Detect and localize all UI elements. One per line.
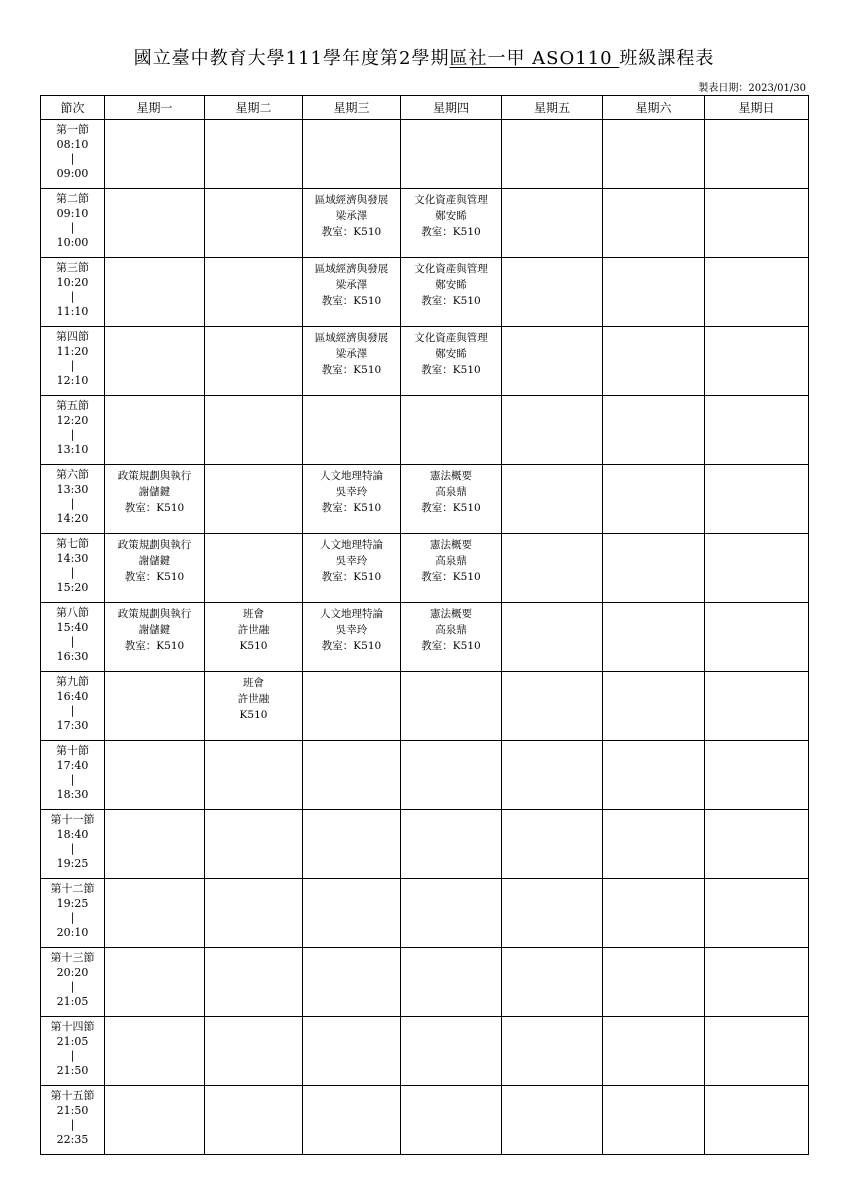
classroom: 教室：K510 <box>321 571 382 583</box>
period-name: 第一節 <box>56 123 89 136</box>
period-end: 20:10 <box>56 925 89 939</box>
course-cell-saturday <box>603 258 705 327</box>
course-cell-wednesday <box>303 879 401 948</box>
course-cell-friday <box>502 189 603 258</box>
course-cell-friday <box>502 396 603 465</box>
course-cell-wednesday <box>303 1086 401 1155</box>
course-cell-tuesday <box>205 1017 303 1086</box>
table-row <box>41 189 809 258</box>
course-cell-sunday <box>705 465 809 534</box>
course-cell-tuesday <box>205 327 303 396</box>
course-cell-wednesday <box>303 258 401 327</box>
course-cell-thursday <box>401 672 502 741</box>
period-name: 第十一節 <box>50 813 95 826</box>
course-name: 人文地理特論 <box>320 470 383 482</box>
course-cell-sunday <box>705 879 809 948</box>
period-sep: | <box>70 221 75 235</box>
period-cell <box>41 672 105 741</box>
col-header-thursday: 星期四 <box>401 96 502 120</box>
period-cell <box>41 1086 105 1155</box>
course-cell-saturday <box>603 120 705 189</box>
course-cell-saturday <box>603 1086 705 1155</box>
teacher-name: 吳幸玲 <box>335 624 368 636</box>
course-cell-thursday <box>401 879 502 948</box>
period-cell <box>41 189 105 258</box>
period-end: 19:25 <box>56 856 89 870</box>
table-row <box>41 534 809 603</box>
period-start: 16:40 <box>56 689 89 703</box>
teacher-name: 梁承澤 <box>335 279 368 291</box>
classroom: 教室：K510 <box>321 502 382 514</box>
course-cell-sunday <box>705 189 809 258</box>
period-name: 第二節 <box>56 192 89 205</box>
course-cell-saturday <box>603 879 705 948</box>
course-cell-friday <box>502 741 603 810</box>
course-cell-monday <box>105 258 205 327</box>
teacher-name: 高泉鼎 <box>435 624 467 636</box>
table-row <box>41 948 809 1017</box>
classroom: 教室：K510 <box>124 502 185 514</box>
course-cell-friday <box>502 603 603 672</box>
course-cell-saturday <box>603 948 705 1017</box>
period-end: 21:05 <box>56 994 89 1008</box>
course-cell-sunday <box>705 741 809 810</box>
classroom: 教室：K510 <box>321 295 382 307</box>
period-end: 18:30 <box>56 787 89 801</box>
classroom: 教室：K510 <box>421 295 481 307</box>
course-cell-saturday <box>603 396 705 465</box>
course-cell-tuesday <box>205 672 303 741</box>
table-row <box>41 672 809 741</box>
class-name: 區社一甲 ASO110 <box>449 48 620 69</box>
course-name: 政策規劃與執行 <box>117 608 192 620</box>
classroom: 教室：K510 <box>421 502 481 514</box>
course-cell-friday <box>502 1086 603 1155</box>
course-cell-thursday <box>401 948 502 1017</box>
course-cell-saturday <box>603 741 705 810</box>
course-name: 政策規劃與執行 <box>117 539 192 551</box>
course-cell-wednesday <box>303 120 401 189</box>
period-start: 18:40 <box>56 827 89 841</box>
period-name: 第五節 <box>56 399 89 412</box>
course-cell-monday <box>105 1086 205 1155</box>
table-row <box>41 258 809 327</box>
course-cell-friday <box>502 465 603 534</box>
period-sep: | <box>70 359 75 373</box>
course-cell-tuesday <box>205 603 303 672</box>
course-cell-thursday <box>401 258 502 327</box>
course-cell-friday <box>502 672 603 741</box>
period-sep: | <box>70 704 75 718</box>
course-cell-friday <box>502 810 603 879</box>
table-row <box>41 810 809 879</box>
period-start: 21:50 <box>56 1103 89 1117</box>
period-cell <box>41 810 105 879</box>
course-cell-tuesday <box>205 741 303 810</box>
period-cell <box>41 120 105 189</box>
col-header-friday: 星期五 <box>502 96 603 120</box>
period-sep: | <box>70 773 75 787</box>
print-date: 製表日期：2023/01/30 <box>698 83 806 94</box>
course-cell-tuesday <box>205 465 303 534</box>
course-cell-monday <box>105 948 205 1017</box>
course-cell-friday <box>502 1017 603 1086</box>
table-row <box>41 1017 809 1086</box>
teacher-name: 鄭安睎 <box>435 279 467 291</box>
course-cell-tuesday <box>205 396 303 465</box>
course-cell-wednesday <box>303 534 401 603</box>
course-cell-thursday <box>401 1086 502 1155</box>
table-row <box>41 396 809 465</box>
course-cell-thursday <box>401 465 502 534</box>
course-cell-saturday <box>603 189 705 258</box>
period-end: 13:10 <box>56 442 89 456</box>
period-sep: | <box>70 842 75 856</box>
course-name: 憲法概要 <box>430 470 472 482</box>
course-cell-thursday <box>401 741 502 810</box>
course-cell-monday <box>105 120 205 189</box>
course-cell-thursday <box>401 327 502 396</box>
classroom: 教室：K510 <box>421 571 481 583</box>
teacher-name: 梁承澤 <box>335 348 368 360</box>
course-cell-sunday <box>705 1086 809 1155</box>
period-sep: | <box>70 566 75 580</box>
course-name: 班會 <box>243 677 264 689</box>
course-cell-thursday <box>401 603 502 672</box>
page-title <box>0 44 848 70</box>
course-cell-wednesday <box>303 327 401 396</box>
course-cell-thursday <box>401 189 502 258</box>
course-cell-wednesday <box>303 603 401 672</box>
course-cell-monday <box>105 810 205 879</box>
period-start: 10:20 <box>56 275 89 289</box>
col-header-tuesday: 星期二 <box>205 96 303 120</box>
period-end: 22:35 <box>56 1132 89 1146</box>
course-cell-saturday <box>603 465 705 534</box>
period-start: 14:30 <box>56 551 89 565</box>
period-end: 16:30 <box>56 649 89 663</box>
title-suffix: 班級課程表 <box>619 48 715 69</box>
course-cell-wednesday <box>303 396 401 465</box>
course-cell-monday <box>105 465 205 534</box>
course-name: 區域經濟與發展 <box>314 194 389 206</box>
course-cell-saturday <box>603 810 705 879</box>
course-cell-sunday <box>705 672 809 741</box>
course-cell-saturday <box>603 672 705 741</box>
course-cell-thursday <box>401 534 502 603</box>
period-cell <box>41 603 105 672</box>
period-sep: | <box>70 497 75 511</box>
teacher-name: 鄭安睎 <box>435 210 467 222</box>
course-cell-saturday <box>603 603 705 672</box>
course-cell-monday <box>105 672 205 741</box>
classroom: 教室：K510 <box>124 571 185 583</box>
classroom: K510 <box>239 709 268 721</box>
period-sep: | <box>70 980 75 994</box>
classroom: 教室：K510 <box>124 640 185 652</box>
course-cell-sunday <box>705 603 809 672</box>
title-prefix: 國立臺中教育大學111學年度第2學期 <box>133 48 450 69</box>
course-cell-wednesday <box>303 810 401 879</box>
col-header-saturday: 星期六 <box>603 96 705 120</box>
course-name: 文化資產與管理 <box>414 263 488 275</box>
period-sep: | <box>70 152 75 166</box>
header-row <box>41 96 809 120</box>
period-cell <box>41 1017 105 1086</box>
teacher-name: 謝儲鍵 <box>138 555 171 567</box>
period-cell <box>41 741 105 810</box>
table-row <box>41 120 809 189</box>
classroom: 教室：K510 <box>421 364 481 376</box>
course-cell-monday <box>105 534 205 603</box>
course-cell-friday <box>502 258 603 327</box>
table-row <box>41 603 809 672</box>
course-cell-wednesday <box>303 189 401 258</box>
course-cell-monday <box>105 741 205 810</box>
table-row <box>41 327 809 396</box>
course-name: 文化資產與管理 <box>414 332 488 344</box>
period-end: 10:00 <box>56 235 89 249</box>
course-name: 區域經濟與發展 <box>314 332 389 344</box>
course-cell-monday <box>105 603 205 672</box>
course-cell-friday <box>502 534 603 603</box>
course-name: 文化資產與管理 <box>414 194 488 206</box>
period-sep: | <box>70 635 75 649</box>
course-cell-monday <box>105 879 205 948</box>
course-cell-thursday <box>401 1017 502 1086</box>
period-start: 17:40 <box>56 758 89 772</box>
col-header-sunday: 星期日 <box>705 96 809 120</box>
course-name: 人文地理特論 <box>320 539 383 551</box>
teacher-name: 許世融 <box>237 693 270 705</box>
course-cell-friday <box>502 879 603 948</box>
period-cell <box>41 258 105 327</box>
table-row <box>41 879 809 948</box>
period-name: 第九節 <box>56 675 89 688</box>
course-cell-sunday <box>705 1017 809 1086</box>
table-row <box>41 1086 809 1155</box>
period-sep: | <box>70 428 75 442</box>
course-name: 班會 <box>243 608 264 620</box>
period-cell <box>41 948 105 1017</box>
table-row <box>41 465 809 534</box>
table-row <box>41 741 809 810</box>
teacher-name: 謝儲鍵 <box>138 624 171 636</box>
classroom: K510 <box>239 640 268 652</box>
period-name: 第七節 <box>56 537 89 550</box>
course-cell-tuesday <box>205 948 303 1017</box>
timetable <box>40 95 809 1155</box>
course-cell-friday <box>502 120 603 189</box>
teacher-name: 吳幸玲 <box>335 486 368 498</box>
teacher-name: 梁承澤 <box>335 210 368 222</box>
period-end: 11:10 <box>56 304 89 318</box>
course-cell-tuesday <box>205 120 303 189</box>
course-cell-sunday <box>705 258 809 327</box>
course-cell-monday <box>105 396 205 465</box>
col-header-monday: 星期一 <box>105 96 205 120</box>
period-end: 14:20 <box>56 511 89 525</box>
course-cell-sunday <box>705 120 809 189</box>
classroom: 教室：K510 <box>421 640 481 652</box>
period-cell <box>41 396 105 465</box>
period-name: 第八節 <box>56 606 89 619</box>
period-name: 第六節 <box>56 468 89 481</box>
course-name: 人文地理特論 <box>320 608 383 620</box>
course-name: 憲法概要 <box>430 539 472 551</box>
teacher-name: 謝儲鍵 <box>138 486 171 498</box>
course-cell-friday <box>502 948 603 1017</box>
period-end: 17:30 <box>56 718 89 732</box>
period-sep: | <box>70 290 75 304</box>
period-start: 20:20 <box>56 965 89 979</box>
period-end: 12:10 <box>56 373 89 387</box>
course-cell-wednesday <box>303 1017 401 1086</box>
course-cell-friday <box>502 327 603 396</box>
course-cell-sunday <box>705 327 809 396</box>
period-start: 09:10 <box>56 206 89 220</box>
period-start: 11:20 <box>56 344 89 358</box>
course-cell-tuesday <box>205 258 303 327</box>
course-cell-thursday <box>401 810 502 879</box>
period-name: 第三節 <box>56 261 89 274</box>
col-header-period: 節次 <box>41 96 105 120</box>
course-cell-monday <box>105 1017 205 1086</box>
course-name: 政策規劃與執行 <box>117 470 192 482</box>
period-end: 09:00 <box>56 166 89 180</box>
course-cell-tuesday <box>205 534 303 603</box>
period-name: 第十二節 <box>50 882 95 895</box>
course-cell-wednesday <box>303 741 401 810</box>
teacher-name: 鄭安睎 <box>435 348 467 360</box>
period-name: 第四節 <box>56 330 89 343</box>
period-cell <box>41 879 105 948</box>
classroom: 教室：K510 <box>321 226 382 238</box>
course-cell-sunday <box>705 534 809 603</box>
course-cell-thursday <box>401 120 502 189</box>
course-cell-sunday <box>705 396 809 465</box>
period-sep: | <box>70 1049 75 1063</box>
course-name: 區域經濟與發展 <box>314 263 389 275</box>
period-start: 19:25 <box>56 896 89 910</box>
course-name: 憲法概要 <box>430 608 472 620</box>
period-sep: | <box>70 1118 75 1132</box>
teacher-name: 高泉鼎 <box>435 486 467 498</box>
period-cell <box>41 534 105 603</box>
course-cell-tuesday <box>205 1086 303 1155</box>
period-name: 第十四節 <box>50 1020 95 1033</box>
course-cell-saturday <box>603 327 705 396</box>
col-header-wednesday: 星期三 <box>303 96 401 120</box>
course-cell-thursday <box>401 396 502 465</box>
classroom: 教室：K510 <box>321 640 382 652</box>
period-end: 21:50 <box>56 1063 89 1077</box>
course-cell-tuesday <box>205 189 303 258</box>
course-cell-wednesday <box>303 672 401 741</box>
period-cell <box>41 327 105 396</box>
course-cell-sunday <box>705 810 809 879</box>
course-cell-wednesday <box>303 465 401 534</box>
period-name: 第十五節 <box>50 1089 95 1102</box>
teacher-name: 許世融 <box>237 624 270 636</box>
teacher-name: 高泉鼎 <box>435 555 467 567</box>
period-start: 15:40 <box>56 620 89 634</box>
course-cell-monday <box>105 327 205 396</box>
course-cell-tuesday <box>205 810 303 879</box>
course-cell-saturday <box>603 1017 705 1086</box>
period-end: 15:20 <box>56 580 89 594</box>
period-start: 13:30 <box>56 482 89 496</box>
classroom: 教室：K510 <box>321 364 382 376</box>
period-name: 第十三節 <box>50 951 95 964</box>
period-start: 08:10 <box>56 137 89 151</box>
course-cell-tuesday <box>205 879 303 948</box>
period-start: 12:20 <box>56 413 89 427</box>
teacher-name: 吳幸玲 <box>335 555 368 567</box>
period-sep: | <box>70 911 75 925</box>
course-cell-wednesday <box>303 948 401 1017</box>
period-cell <box>41 465 105 534</box>
period-name: 第十節 <box>56 744 89 757</box>
course-cell-saturday <box>603 534 705 603</box>
classroom: 教室：K510 <box>421 226 481 238</box>
period-start: 21:05 <box>56 1034 89 1048</box>
course-cell-sunday <box>705 948 809 1017</box>
course-cell-monday <box>105 189 205 258</box>
